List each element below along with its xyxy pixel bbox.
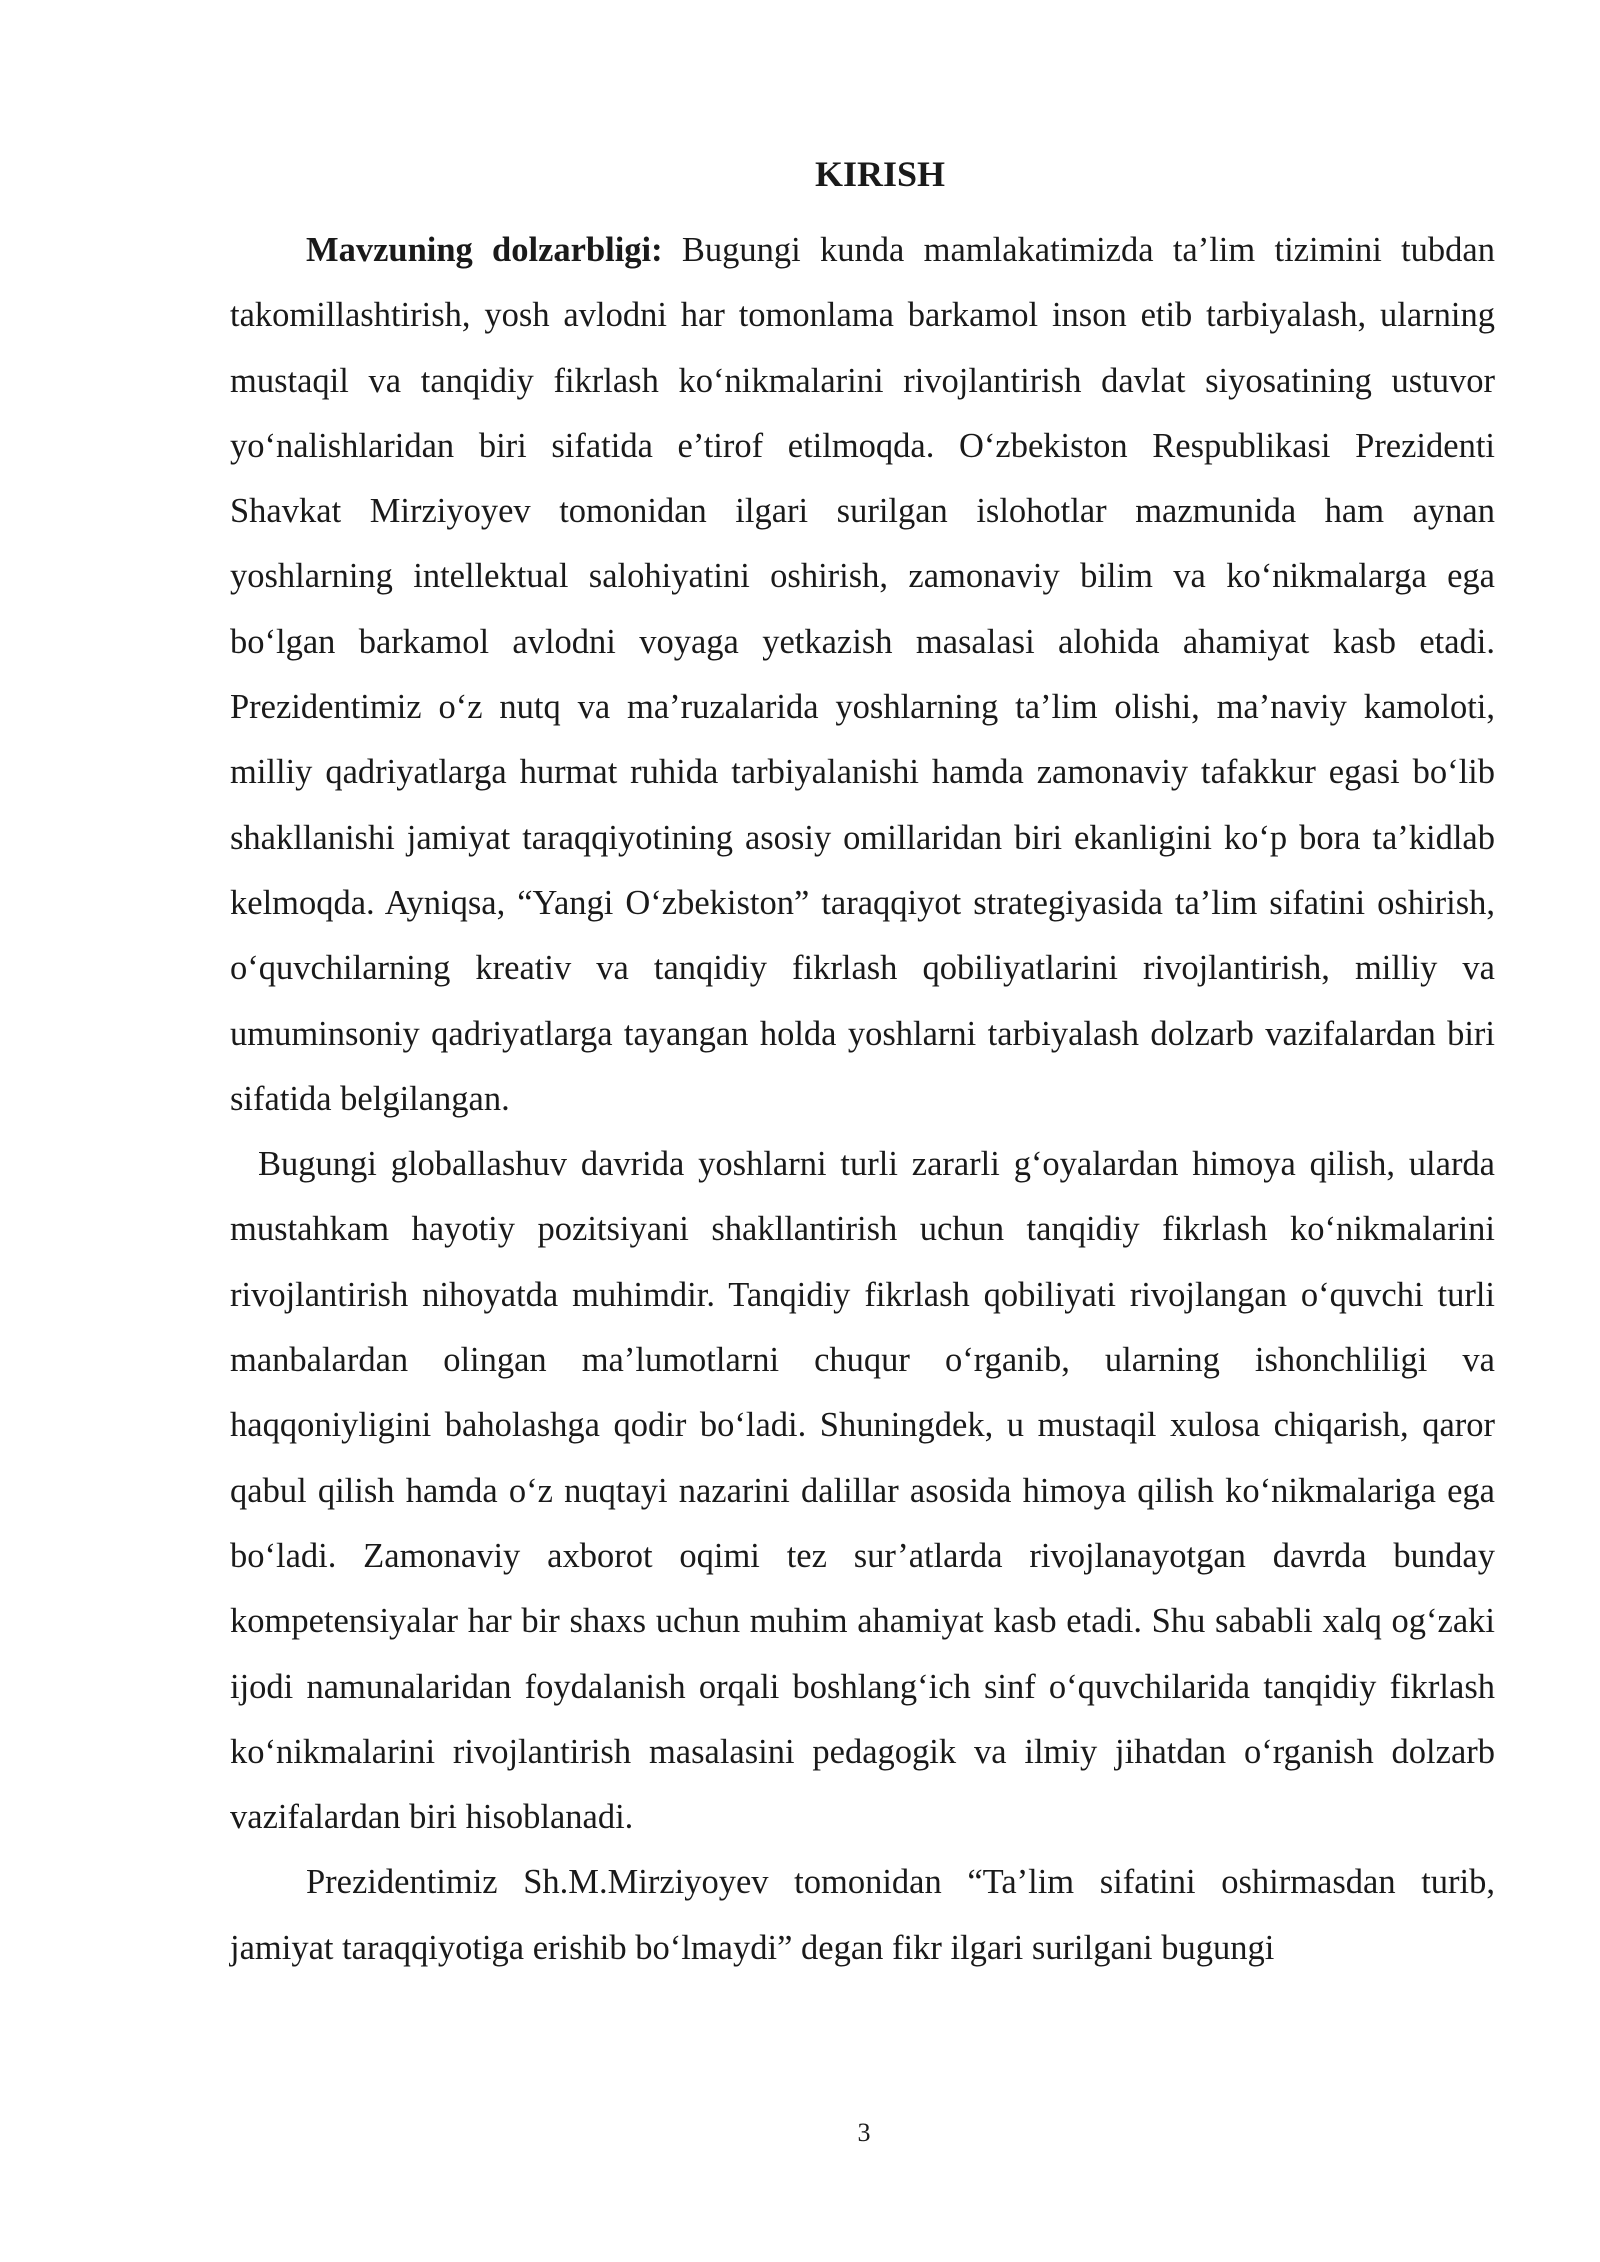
paragraph-text: Bugungi globallashuv davrida yoshlarni turli zararli g‘oyalardan himoya qilish, ularda mustahkam hayotiy pozitsiyani shakllantirish uchun tanqidiy fikrlash ko‘nikmalarini rivojlantirish nihoyatda muhimdir. Tanqidiy fikrlash qobiliyati rivojlangan o‘quvchi turli manbalardan olingan ma’lumotlarni chuqur o‘rganib, ularning ishonchliligi va haqqoniyligini baholashga qodir bo‘ladi. Shuningdek, u mustaqil xulosa chiqarish, qaror qabul qilish hamda o‘z nuqtayi nazarini dalillar asosida himoya qilish ko‘nikmalariga ega bo‘ladi. Zamonaviy axborot oqimi tez sur’atlarda rivojlanayotgan davrda bunday kompetensiyalar har bir shaxs uchun muhim ahamiyat kasb etadi. Shu sababli xalq og‘zaki ijodi namunalaridan foydalanish orqali boshlang‘ich sinf o‘quvchilarida tanqidiy fikrlash ko‘nikmalarini rivojlantirish masalasini pedagogik va ilmiy jihatdan o‘rganish dolzarb vazifalardan biri hisoblanadi. (230, 1145, 1495, 1837)
body-text (230, 218, 1495, 1981)
paragraph-lead-label: Mavzuning dolzarbligi: (306, 231, 663, 269)
section-heading: KIRISH (814, 154, 946, 194)
paragraph-globalization (230, 1132, 1495, 1850)
page-number: 3 (857, 2118, 871, 2147)
paragraph-text: Prezidentimiz Sh.M.Mirziyoyev tomonidan “Ta’lim sifatini oshirmasdan turib, jamiyat taraqqiyotiga erishib bo‘lmaydi” degan fikr ilgari surilgani bugungi (230, 1863, 1495, 1967)
paragraph-relevance (230, 218, 1495, 1132)
paragraph-president-quote (230, 1850, 1495, 1981)
paragraph-text: Bugungi kunda mamlakatimizda ta’lim tizimini tubdan takomillashtirish, yosh avlodni har tomonlama barkamol inson etib tarbiyalash, ularning mustaqil va tanqidiy fikrlash ko‘nikmalarini rivojlantirish davlat siyosatining ustuvor yo‘nalishlaridan biri sifatida e’tirof etilmoqda. O‘zbekiston Respublikasi Prezidenti Shavkat Mirziyoyev tomonidan ilgari surilgan islohotlar mazmunida ham aynan yoshlarning intellektual salohiyatini oshirish, zamonaviy bilim va ko‘nikmalarga ega bo‘lgan barkamol avlodni voyaga yetkazish masalasi alohida ahamiyat kasb etadi. Prezidentimiz o‘z nutq va ma’ruzalarida yoshlarning ta’lim olishi, ma’naviy kamoloti, milliy qadriyatlarga hurmat ruhida tarbiyalanishi hamda zamonaviy tafakkur egasi bo‘lib shakllanishi jamiyat taraqqiyotining asosiy omillaridan biri ekanligini ko‘p bora ta’kidlab kelmoqda. Ayniqsa, “Yangi O‘zbekiston” taraqqiyot strategiyasida ta’lim sifatini oshirish, o‘quvchilarning kreativ va tanqidiy fikrlash qobiliyatlarini rivojlantirish, milliy va umuminsoniy qadriyatlarga tayangan holda yoshlarni tarbiyalash dolzarb vazifalardan biri sifatida belgilangan. (230, 231, 1495, 1118)
